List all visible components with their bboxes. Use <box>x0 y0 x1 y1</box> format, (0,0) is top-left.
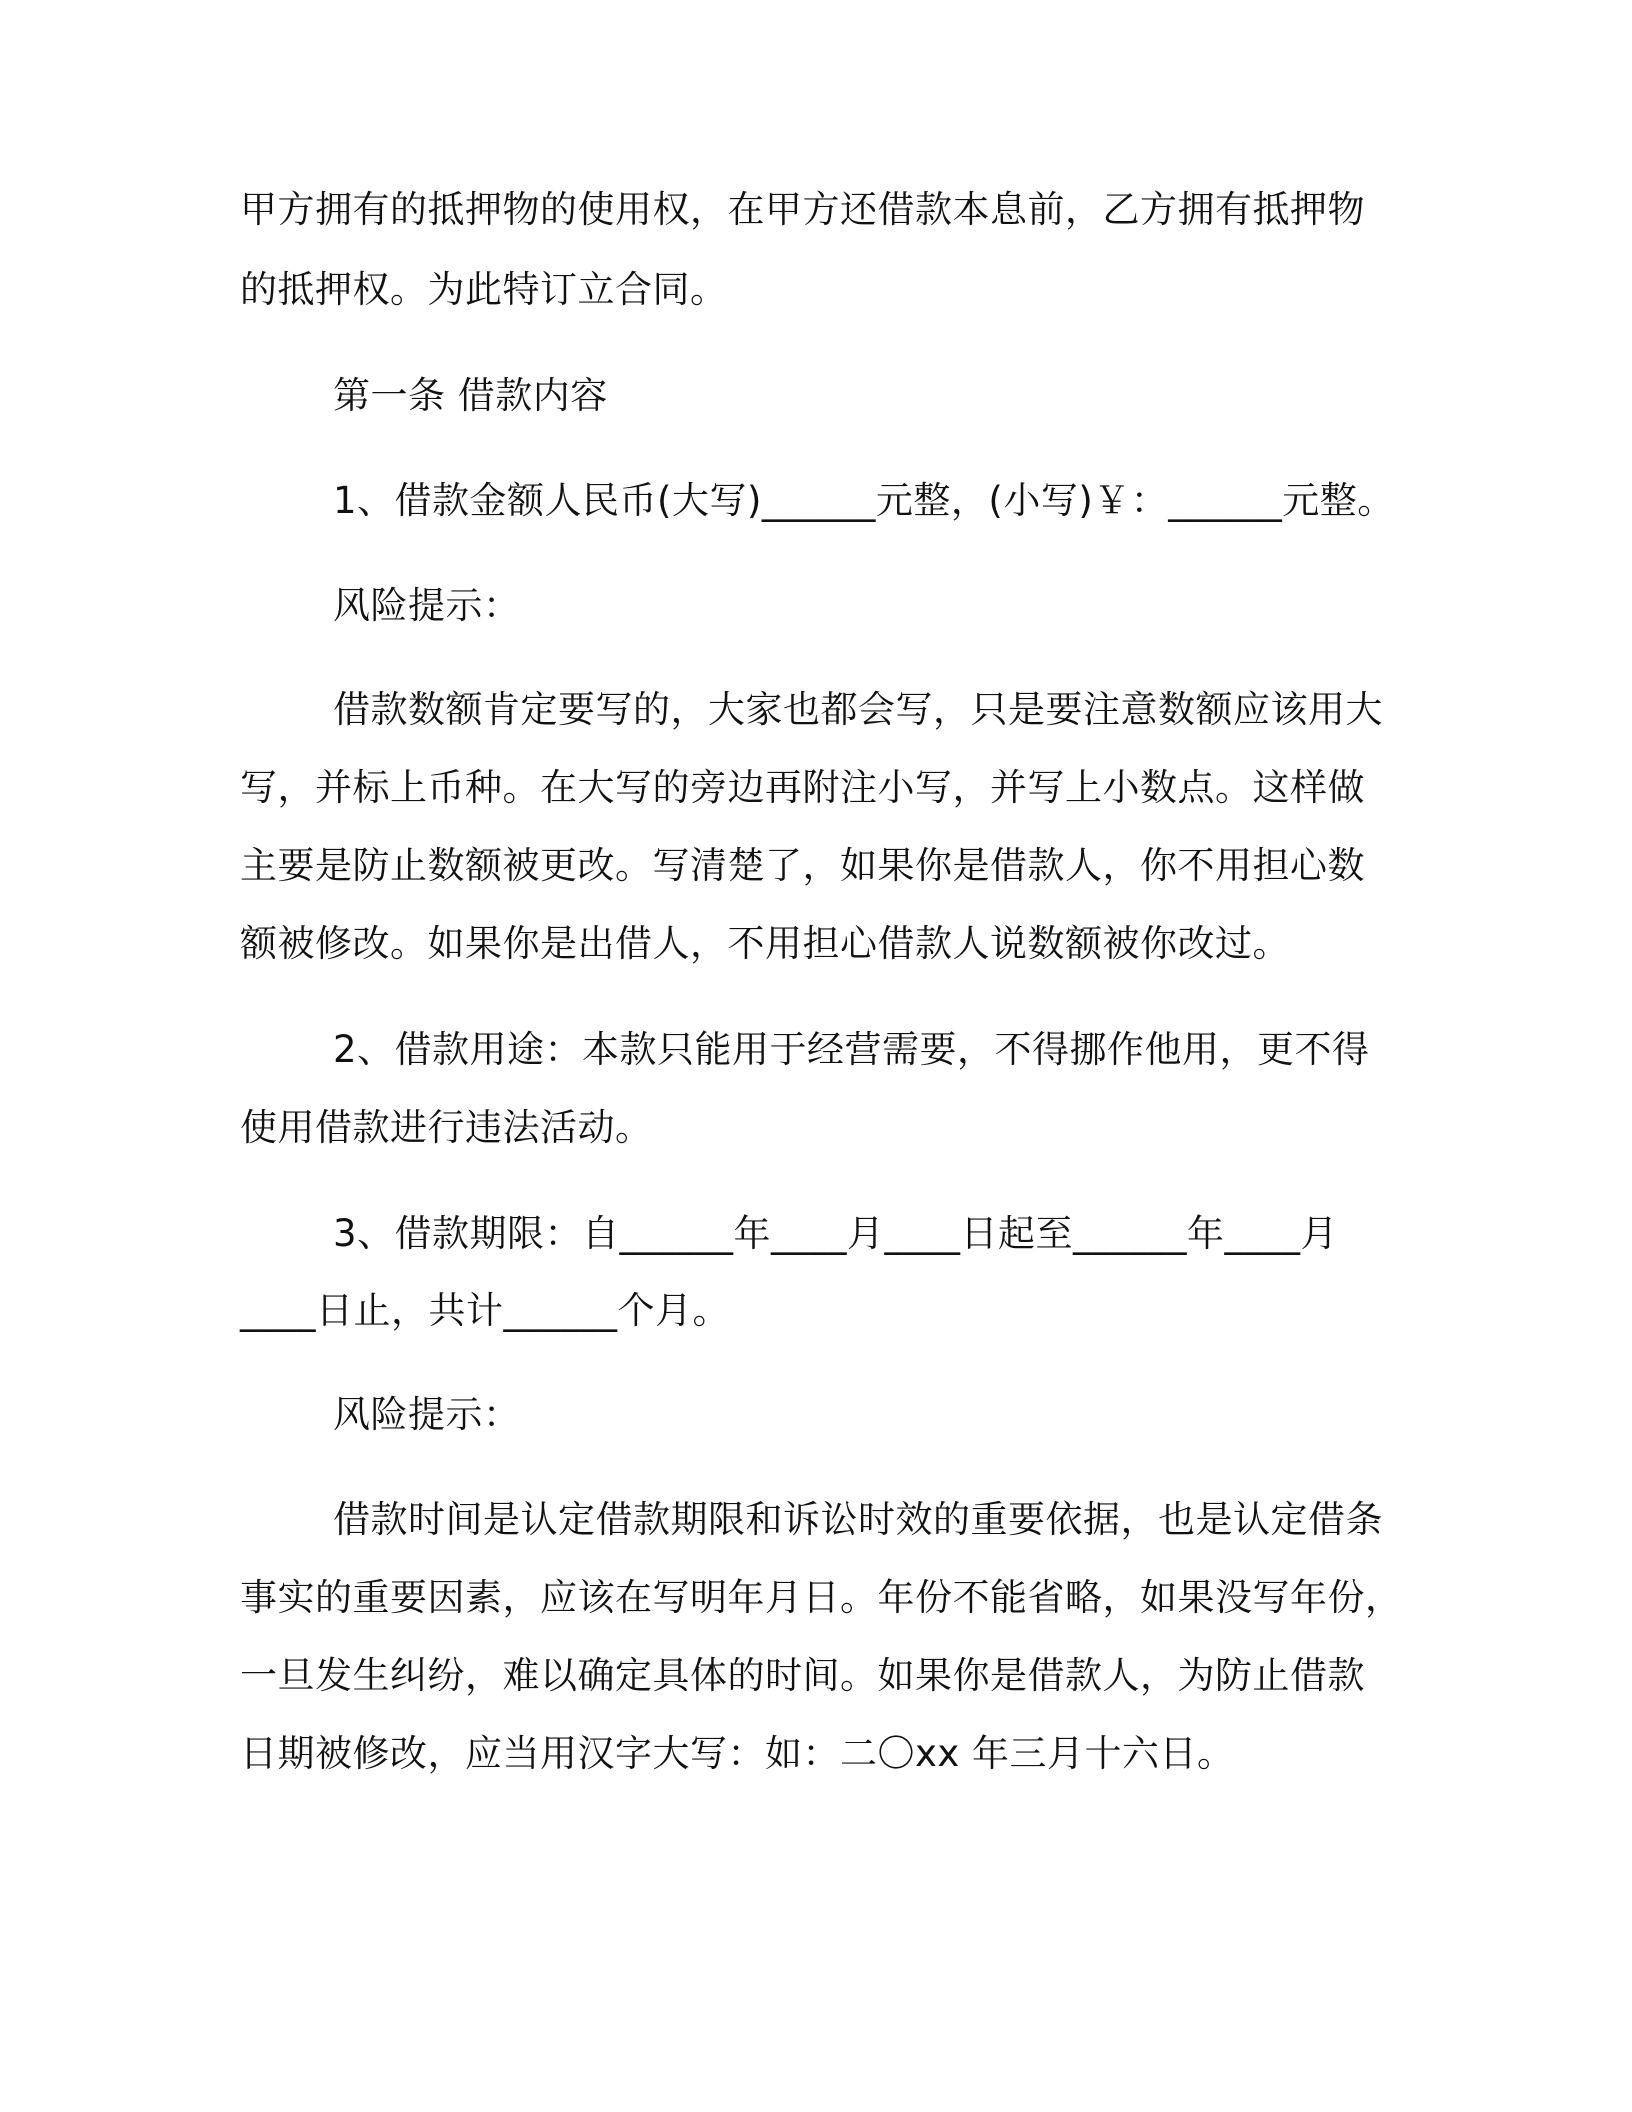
risk-note-heading-2: 风险提示： <box>333 1393 521 1436</box>
article-1-heading: 第一条 借款内容 <box>333 374 608 417</box>
risk-note-1-line-3: 主要是防止数额被更改。写清楚了，如果你是借款人，你不用担心数 <box>240 844 1365 887</box>
risk-note-1-line-2: 写，并标上币种。在大写的旁边再附注小写，并写上小数点。这样做 <box>240 766 1365 809</box>
risk-note-1-line-4: 额被修改。如果你是出借人，不用担心借款人说数额被你改过。 <box>240 922 1290 965</box>
risk-note-2-line-1: 借款时间是认定借款期限和诉讼时效的重要依据，也是认定借条 <box>333 1498 1383 1541</box>
risk-note-heading-1: 风险提示： <box>333 584 521 627</box>
risk-note-2-line-2: 事实的重要因素，应该在写明年月日。年份不能省略，如果没写年份， <box>240 1576 1403 1619</box>
clause-2-purpose-line-1: 2、借款用途：本款只能用于经营需要，不得挪作他用，更不得 <box>333 1028 1370 1071</box>
risk-note-1-line-1: 借款数额肯定要写的，大家也都会写，只是要注意数额应该用大 <box>333 688 1383 731</box>
paragraph-intro-line-2: 的抵押权。为此特订立合同。 <box>240 268 728 311</box>
paragraph-intro-line-1: 甲方拥有的抵押物的使用权，在甲方还借款本息前，乙方拥有抵押物 <box>240 188 1365 231</box>
risk-note-2-line-3: 一旦发生纠纷，难以确定具体的时间。如果你是借款人，为防止借款 <box>240 1654 1365 1697</box>
clause-3-term-line-2: ____日止，共计______个月。 <box>240 1289 730 1332</box>
clause-1-amount: 1、借款金额人民币(大写)______元整，(小写)￥：______元整。 <box>333 479 1395 522</box>
clause-2-purpose-line-2: 使用借款进行违法活动。 <box>240 1106 653 1149</box>
clause-3-term-line-1: 3、借款期限：自______年____月____日起至______年____月 <box>333 1212 1339 1255</box>
risk-note-2-line-4: 日期被修改，应当用汉字大写：如：二〇xx 年三月十六日。 <box>240 1732 1235 1775</box>
